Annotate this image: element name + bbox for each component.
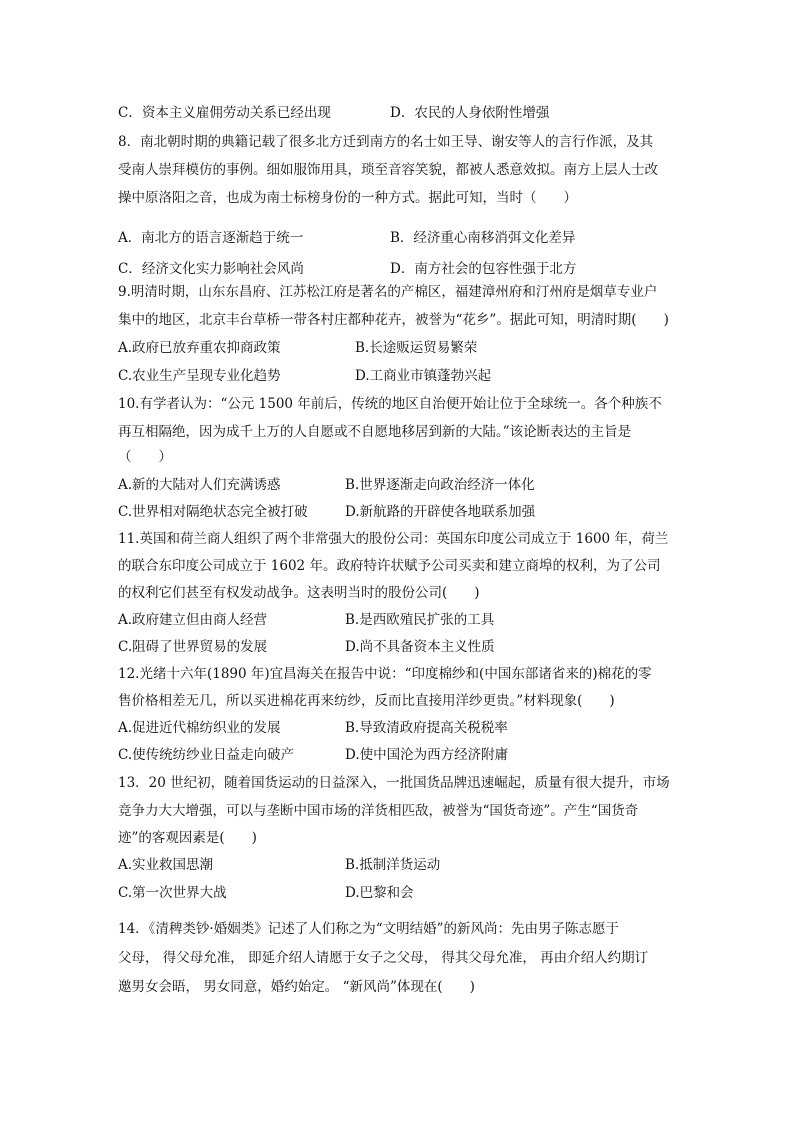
q14-stem-line-2: 父母， 得父母允准， 即延介绍人请愿于女子之父母， 得其父母允准， 再由介绍人约期订: [118, 950, 649, 966]
q11-option-c[interactable]: C.阻碍了世界贸易的发展: [118, 639, 268, 655]
q8-option-d[interactable]: D．南方社会的包容性强于北方: [390, 261, 577, 277]
q13-stem-line-1: 13．20 世纪初，随着国货运动的日益深入，一批国货品牌迅速崛起，质量有很大提升，市场: [118, 775, 670, 791]
q10-option-d[interactable]: D.新航路的开辟使各地联系加强: [345, 504, 536, 520]
q8-stem-line-2: 受南人崇拜模仿的事例。细如服饰用具，琐至音容笑貌，都被人悉意效拟。南方上层人士改: [118, 162, 658, 178]
q9-option-b[interactable]: B.长途贩运贸易繁荣: [355, 340, 478, 356]
q9-option-c[interactable]: C.农业生产呈现专业化趋势: [118, 368, 281, 384]
q12-option-d[interactable]: D.使中国沦为西方经济附庸: [345, 747, 509, 763]
q9-stem-line-2: 集中的地区，北京丰台草桥一带各村庄都种花卉，被誉为“花乡”。据此可知，明清时期( ): [118, 312, 669, 328]
q9-option-d[interactable]: D.工商业市镇蓬勃兴起: [355, 368, 492, 384]
q13-option-c[interactable]: C.第一次世界大战: [118, 885, 227, 901]
q7-option-c[interactable]: C．资本主义雇佣劳动关系已经出现: [118, 105, 331, 121]
q12-stem-line-1: 12.光绪十六年(1890 年)宜昌海关在报告中说：“印度棉纱和(中国东部诸省来的)棉花的零: [118, 666, 652, 682]
q14-stem-line-1: 14．《清稗类钞·婚姻类》记述了人们称之为“文明结婚”的新风尚：先由男子陈志愿于: [118, 921, 620, 937]
q9-stem-line-1: 9.明清时期，山东东昌府、江苏松江府是著名的产棉区，福建漳州府和汀州府是烟草专业户: [118, 284, 658, 300]
q13-stem-line-3: 迹”的客观因素是( ): [118, 830, 257, 846]
q8-stem-line-1: 8．南北朝时期的典籍记载了很多北方迁到南方的名士如王导、谢安等人的言行作派，及其: [118, 134, 654, 150]
q12-option-c[interactable]: C.使传统纺纱业日益走向破产: [118, 747, 295, 763]
q11-option-b[interactable]: B.是西欧殖民扩张的工具: [345, 612, 495, 628]
q12-option-a[interactable]: A.促进近代棉纺织业的发展: [118, 720, 281, 736]
q8-option-c[interactable]: C．经济文化实力影响社会风尚: [118, 261, 304, 277]
q11-option-d[interactable]: D.尚不具备资本主义性质: [345, 639, 495, 655]
q11-stem-line-2: 的联合东印度公司成立于 1602 年。政府特许状赋予公司买卖和建立商埠的权利，为了公司: [118, 558, 661, 574]
q10-option-c[interactable]: C.世界相对隔绝状态完全被打破: [118, 504, 308, 520]
q10-stem-line-2: 再互相隔绝，因为成千上万的人自愿或不自愿地移居到新的大陆。”该论断表达的主旨是: [118, 424, 632, 440]
q11-option-a[interactable]: A.政府建立但由商人经营: [118, 612, 268, 628]
q8-option-a[interactable]: A．南北方的语言逐渐趋于统一: [118, 230, 304, 246]
q7-option-d[interactable]: D．农民的人身依附性增强: [390, 105, 550, 121]
q8-stem-line-3: 操中原洛阳之音，也成为南士标榜身份的一种方式。据此可知，当时（ ）: [118, 190, 577, 206]
q9-option-a[interactable]: A.政府已放弃重农抑商政策: [118, 340, 281, 356]
q12-option-b[interactable]: B.导致清政府提高关税税率: [345, 720, 508, 736]
q12-stem-line-2: 售价格相差无几，所以买进棉花再来纺纱，反而比直接用洋纱更贵。”材料现象( ): [118, 693, 615, 709]
q10-stem-line-3: （ ）: [118, 449, 172, 465]
q11-stem-line-1: 11.英国和荷兰商人组织了两个非常强大的股份公司：英国东印度公司成立于 1600 年，荷兰: [118, 531, 669, 547]
q10-option-a[interactable]: A.新的大陆对人们充满诱惑: [118, 477, 281, 493]
q11-stem-line-3: 的权利它们甚至有权发动战争。这表明当时的股份公司( ): [118, 585, 480, 601]
q13-option-b[interactable]: B.抵制洋货运动: [345, 857, 441, 873]
q10-stem-line-1: 10.有学者认为：“公元 1500 年前后，传统的地区自治便开始让位于全球统一。各个种族不: [118, 396, 662, 412]
q13-option-a[interactable]: A.实业救国思潮: [118, 857, 214, 873]
q10-option-b[interactable]: B.世界逐渐走向政治经济一体化: [345, 477, 535, 493]
q8-option-b[interactable]: B．经济重心南移消弭文化差异: [390, 230, 576, 246]
q13-stem-line-2: 竞争力大大增强，可以与垄断中国市场的洋货相匹敌，被誉为“国货奇迹”。产生“国货奇: [118, 803, 639, 819]
q14-stem-line-3: 邀男女会晤， 男女同意，婚约始定。 “新风尚”体现在( ): [118, 979, 475, 995]
q13-option-d[interactable]: D.巴黎和会: [345, 885, 414, 901]
